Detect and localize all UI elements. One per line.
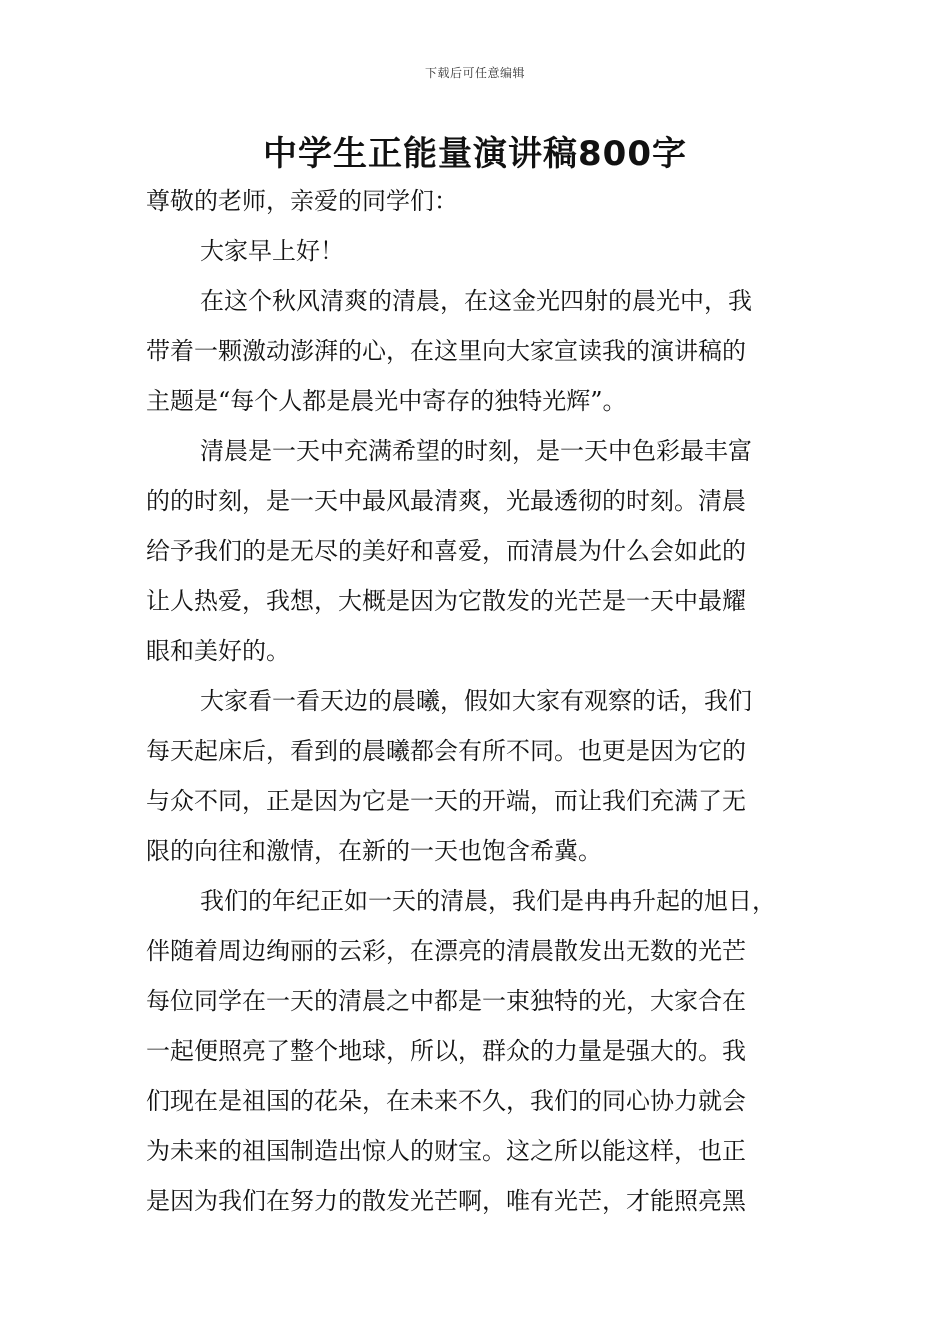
text-line: 与众不同，正是因为它是一天的开端，而让我们充满了无 [146, 787, 746, 815]
text-line: 在这个秋风清爽的清晨，在这金光四射的晨光中，我 [200, 287, 752, 315]
text-line: 是因为我们在努力的散发光芒啊，唯有光芒，才能照亮黑 [146, 1187, 746, 1215]
text-line: 限的向往和激情，在新的一天也饱含希冀。 [146, 837, 602, 865]
text-line: 尊敬的老师，亲爱的同学们： [146, 187, 458, 215]
text-line: 大家早上好！ [200, 237, 344, 265]
text-line: 给予我们的是无尽的美好和喜爱，而清晨为什么会如此的 [146, 537, 746, 565]
text-line: 每位同学在一天的清晨之中都是一束独特的光，大家合在 [146, 987, 746, 1015]
text-line: 一起便照亮了整个地球，所以，群众的力量是强大的。我 [146, 1037, 746, 1065]
document-body [146, 176, 806, 1226]
text-line: 清晨是一天中充满希望的时刻，是一天中色彩最丰富 [200, 437, 752, 465]
text-line: 主题是“每个人都是晨光中寄存的独特光辉”。 [146, 387, 627, 415]
text-line: 大家看一看天边的晨曦，假如大家有观察的话，我们 [200, 687, 752, 715]
text-line: 带着一颗激动澎湃的心，在这里向大家宣读我的演讲稿的 [146, 337, 746, 365]
text-line: 伴随着周边绚丽的云彩，在漂亮的清晨散发出无数的光芒 [146, 937, 746, 965]
header-note: 下载后可任意编辑 [424, 66, 525, 80]
text-line: 我们的年纪正如一天的清晨，我们是冉冉升起的旭日， [200, 887, 776, 915]
text-line: 们现在是祖国的花朵，在未来不久，我们的同心协力就会 [146, 1087, 746, 1115]
text-line: 的的时刻，是一天中最风最清爽，光最透彻的时刻。清晨 [146, 487, 746, 515]
text-line: 为未来的祖国制造出惊人的财宝。这之所以能这样，也正 [146, 1137, 746, 1165]
text-line: 眼和美好的。 [146, 637, 290, 665]
page-title: 中学生正能量演讲稿800字 [263, 134, 687, 174]
text-line: 每天起床后，看到的晨曦都会有所不同。也更是因为它的 [146, 737, 746, 765]
text-line: 让人热爱，我想，大概是因为它散发的光芒是一天中最耀 [146, 587, 746, 615]
